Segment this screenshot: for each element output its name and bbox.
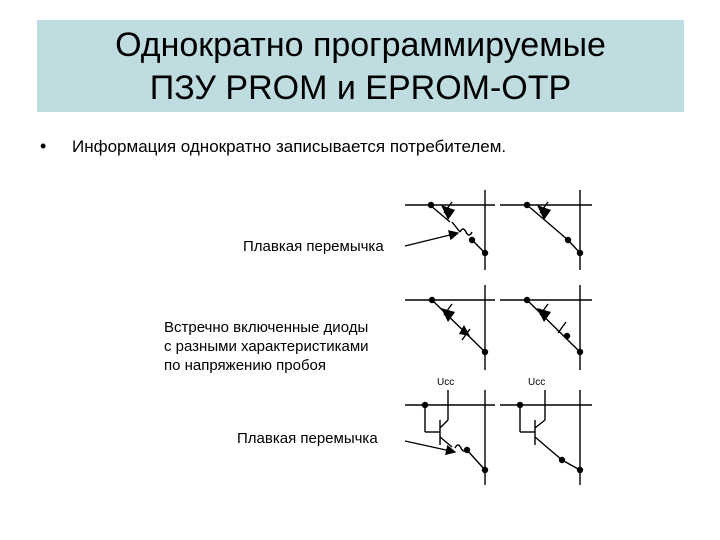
bullet-text: Информация однократно записывается потребителем. bbox=[72, 137, 507, 156]
diodes-label-line-1: Встречно включенные диоды bbox=[164, 319, 369, 336]
diode-fuse-cell-left bbox=[405, 190, 495, 270]
fuse-label-bottom: Плавкая перемычка bbox=[237, 430, 378, 447]
fuse-label-top: Плавкая перемычка bbox=[243, 238, 384, 255]
slide-title-line-1: Однократно программируемые bbox=[115, 26, 606, 64]
ucc-label-right: Ucc bbox=[528, 377, 546, 388]
diodes-label-line-2: с разными характеристиками bbox=[164, 338, 369, 355]
transistor-fuse-cell-right bbox=[500, 390, 592, 485]
slide-title-line-2: ПЗУ PROM и EPROM-OTP bbox=[149, 69, 572, 107]
diodes-label-line-3: по напряжению пробоя bbox=[164, 357, 326, 374]
transistor-fuse-cell-left bbox=[405, 390, 495, 485]
fuse-arrow-top bbox=[405, 233, 458, 246]
diode-fuse-cell-right bbox=[500, 190, 592, 270]
diode-pair-cell-left bbox=[405, 285, 495, 370]
ucc-label-left: Ucc bbox=[437, 377, 455, 388]
bullet-marker: • bbox=[40, 136, 47, 156]
diode-pair-cell-right bbox=[500, 285, 592, 370]
